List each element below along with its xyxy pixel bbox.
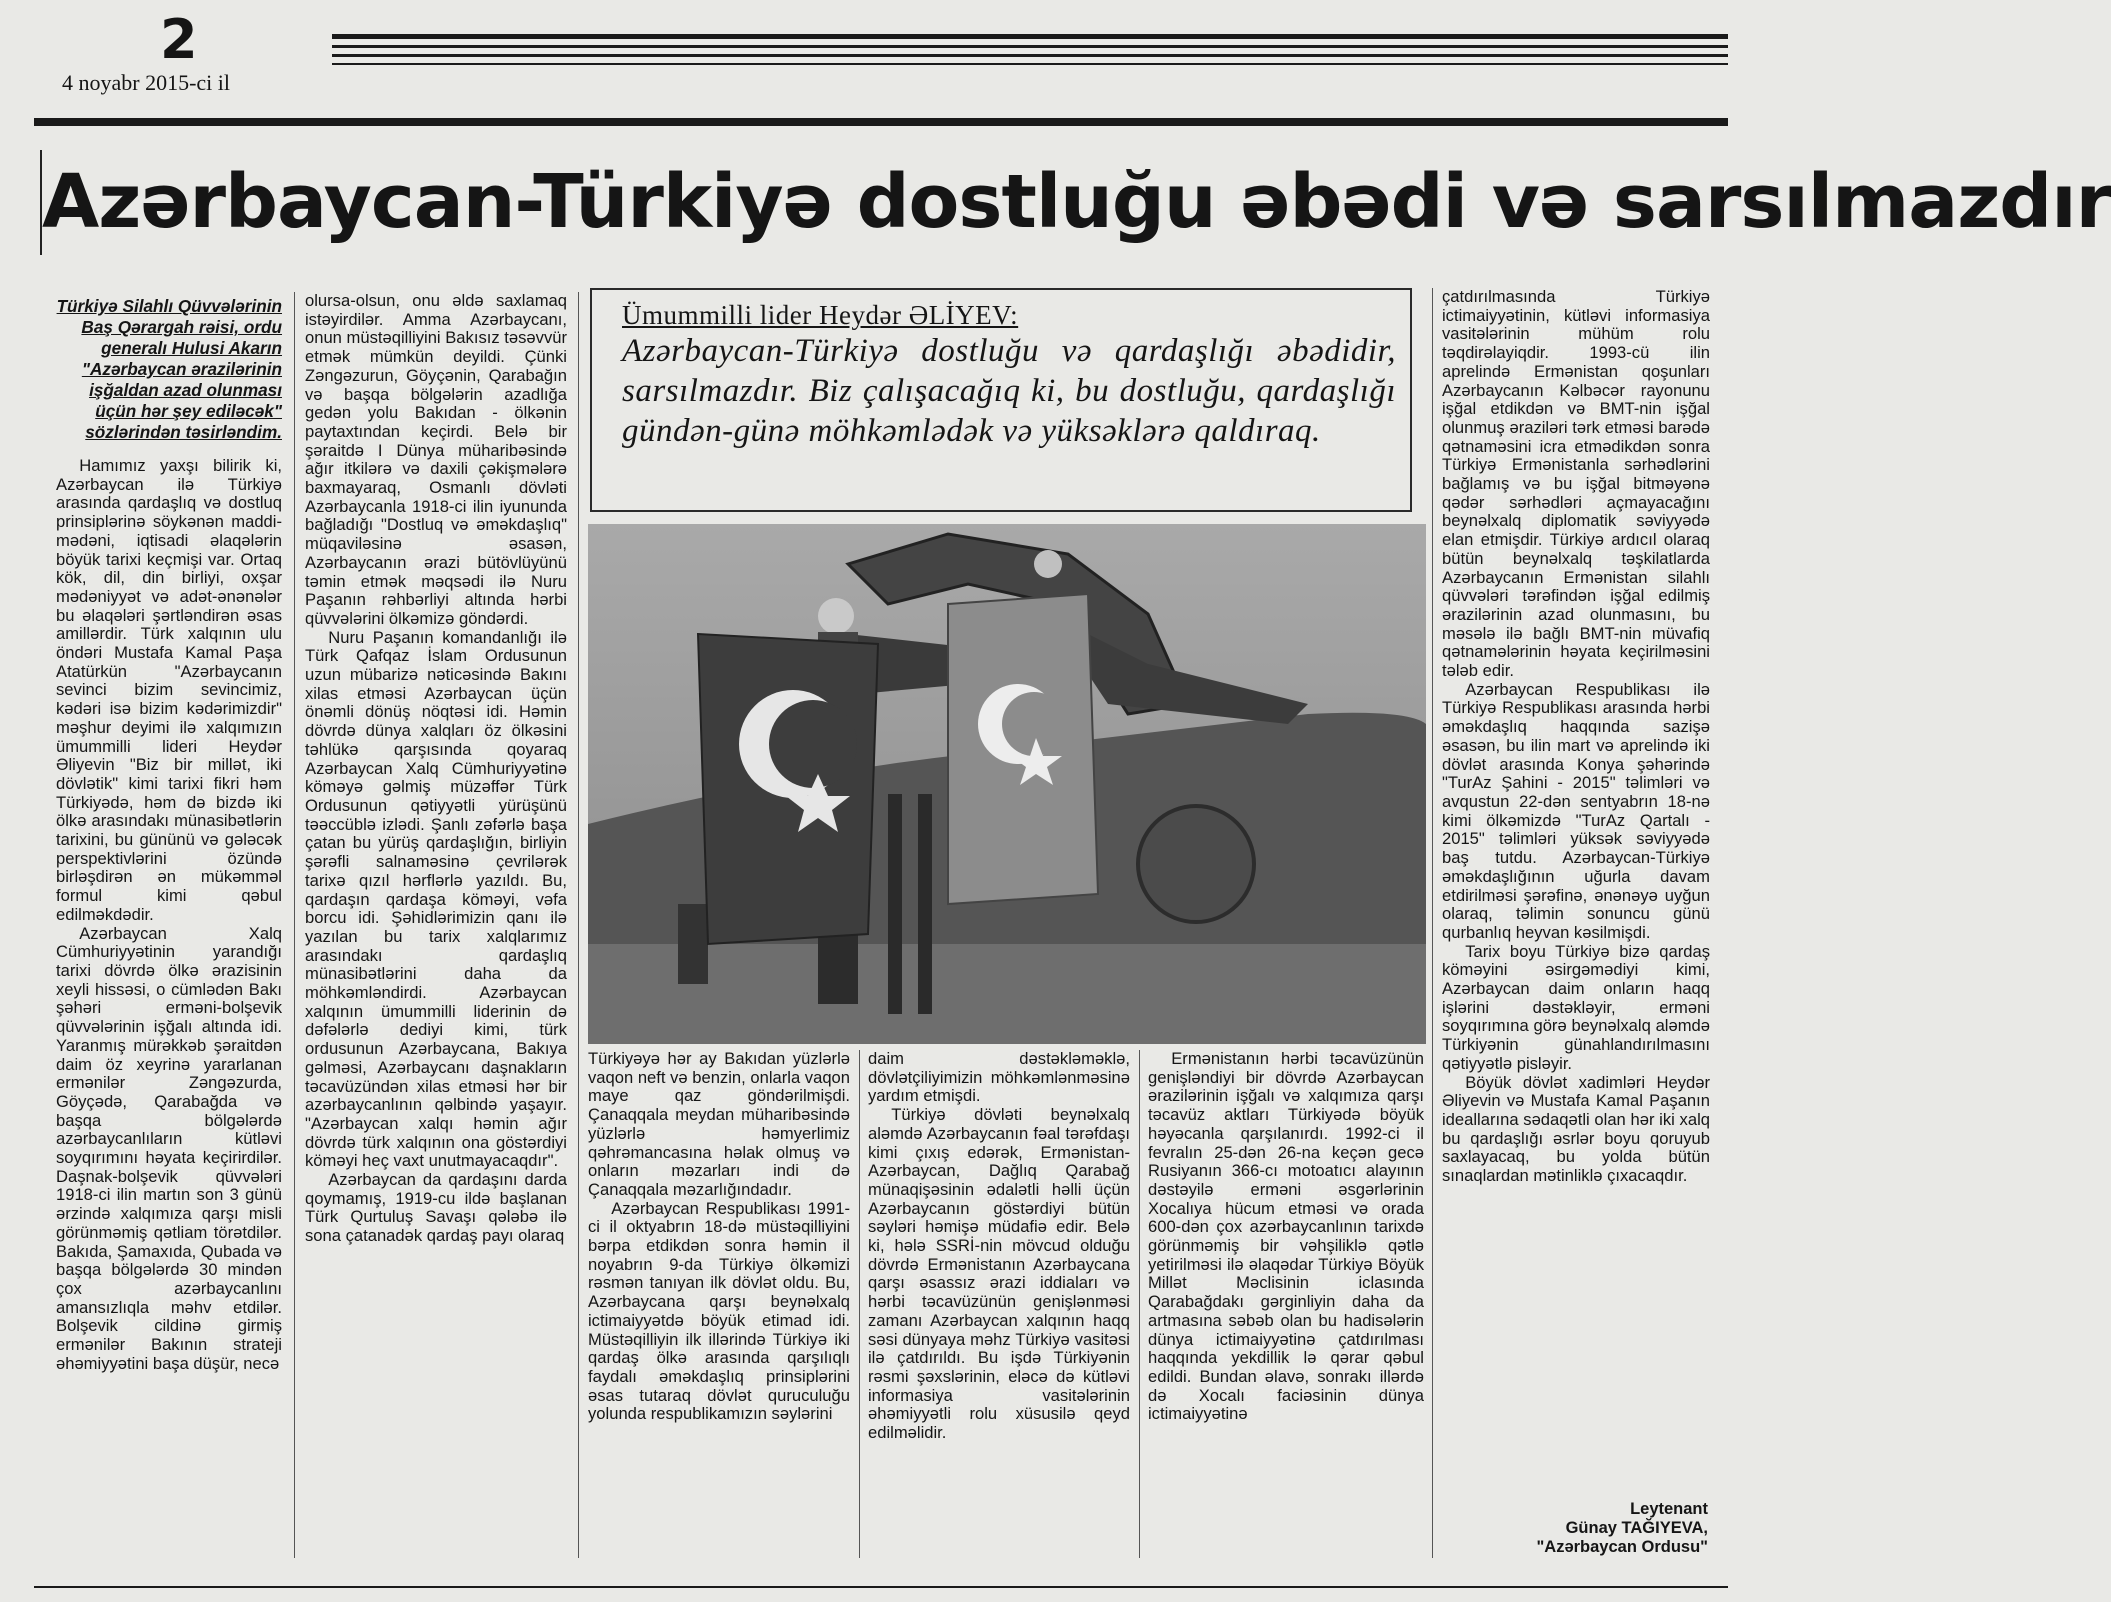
column-divider (1139, 1050, 1140, 1558)
quote-title: Ümummilli lider Heydər ƏLİYEV: (622, 300, 1019, 330)
masthead-rule-2 (332, 45, 1728, 48)
article-column-5 (1148, 1050, 1424, 1558)
quote-box (590, 288, 1412, 512)
column-divider (859, 1050, 860, 1558)
masthead-bottom-rule (34, 118, 1728, 126)
jet-with-two-turkish-flags-icon (588, 524, 1426, 1044)
article-column-4 (868, 1050, 1130, 1558)
article-column-6 (1442, 288, 1710, 1500)
masthead-rule-3 (332, 54, 1728, 57)
paragraph: daim dəstəkləməklə, dövlətçiliyimizin möhkəmlənməsinə yardım etmişdi. (868, 1049, 1130, 1106)
author-name: Günay TAĞIYEVA, (1565, 1519, 1708, 1537)
page-number: 2 (160, 8, 198, 71)
paragraph: Azərbaycan da qardaşını darda qoymamış, 1919-cu ildə başlanan Türk Qurtuluş Savaşı qələbə ilə sona çatanadək qardaş payı olaraq (305, 1170, 567, 1246)
article-lead: Türkiyə Silahlı Qüvvələrinin Baş Qərargah rəisi, ordu generalı Hulusi Akarın "Azərbaycan ərazilərinin işğaldan azad olunması üçün hər şey ediləcək" sözlərindən təsirləndim. (56, 296, 282, 442)
paragraph: Azərbaycan Respublikası ilə Türkiyə Respublikası arasında hərbi əməkdaşlıq haqqında sazişə əsasən, bu ilin mart və aprelində iki dövlət arasında Konya şəhərində "TurAz Şahini - 2015" təlimləri və avqustun 22-dən sentyabrın 18-nə kimi ölkəmizdə "TurAz Qartalı - 2015" təlimləri yüksək səviyyədə baş tutdu. Azərbaycan-Türkiyə əməkdaşlığının uğurla davam etdirilməsi şərəfinə, ənənəyə uyğun olaraq, təlimin sonuncu günü qurbanlıq heyvan kəsilmişdi. (1442, 679, 1710, 942)
paragraph: Böyük dövlət xadimləri Heydər Əliyevin və Mustafa Kamal Paşanın ideallarına sədaqətli olan hər iki xalq bu qardaşlığı əsrlər boyu qoruyub saxlayacaq, bu yolda bütün sınaqlardan mətinliklə çıxacaqdır. (1442, 1072, 1710, 1186)
column-divider (294, 292, 295, 1558)
paragraph: Tarix boyu Türkiyə bizə qardaş köməyini əsirgəmədiyi kimi, Azərbaycan daim onların haqq işlərini dəstəkləyir, erməni soyqırımına görə beynəlxalq aləmdə Türkiyənin günahlandırılmasını qətiyyətlə pisləyir. (1442, 941, 1710, 1073)
column-divider (1432, 288, 1433, 1558)
issue-date: 4 noyabr 2015-ci il (62, 70, 231, 95)
paragraph: Azərbaycan Respublikası 1991-ci il oktyabrın 18-də müstəqilliyini bərpa etdikdən sonra həmin il noyabrın 9-da Türkiyə ölkəmizi rəsmən tanıyan ilk dövlət oldu. Bu, Azərbaycana qarşı beynəlxalq ictimaiyyətdə böyük etimad idi. Müstəqilliyin ilk illərində Türkiyə iki qardaş ölkə arasında qarşılıqlı faydalı əməkdaşlıq prinsiplərini əsas tutaraq dövlət quruculuğu yolunda respublikamızın səylərini (588, 1198, 850, 1424)
paragraph: Nuru Paşanın komandanlığı ilə Türk Qafqaz İslam Ordusunun uzun mübarizə nəticəsində Bakını xilas etməsi Azərbaycan üçün önəmli dönüş nöqtəsi idi. Həmin dövrdə dünya xalqları öz ölkəsini təhlükə qarşısında qoyaraq Azərbaycan Xalq Cümhuriyyətinə köməyə gəlmiş müzəffər Türk Ordusunun qətiyyətli yürüşünü təəccüblə izlədi. Şanlı zəfərlə başa çatan bu yürüş qardaşlığın, birliyin şərəfli salnaməsinə çevrilərək tarixə qızıl hərflərlə yazıldı. Bu, qardaşın qardaşa köməyi, vəfa borcu idi. Şəhidlərimizin qanı ilə yazılan bu tarix xalqlarımız arasındakı qardaşlıq münasibətlərini daha da möhkəmləndirdi. Azərbaycan xalqının ümummilli liderinin də dəfələrlə dediyi kimi, türk ordusunun Azərbaycana, Bakıya gəlməsi, Azərbaycanı daşnakların təcavüzündən xilas etməsi hər bir azərbaycanlının qəlbində yaşayır. "Azərbaycan xalqı həmin ağır dövrdə türk xalqının ona göstərdiyi köməyi heç vaxt unutmayacaqdır". (305, 627, 567, 1171)
quote-text: Azərbaycan-Türkiyə dostluğu və qardaşlığı əbədidir, sarsılmazdır. Biz çalışacağıq ki, bu dostluğu, qardaşlığı gündən-günə möhkəmlədək və yüksəklərə qaldıraq. (622, 333, 1396, 449)
author-rank: Leytenant (1630, 1500, 1708, 1518)
article-column-1 (56, 296, 282, 1558)
paragraph: Türkiyəyə hər ay Bakıdan yüzlərlə vaqon neft və benzin, onlarla vaqon maye qaz göndərilmişdi. Çanaqqala meydan müharibəsində yüzlərlə həmyerlimiz qəhrəmancasına həlak olmuş və onların məzarları indi də Çanaqqala məzarlığındadır. (588, 1049, 850, 1199)
author-publication: "Azərbaycan Ordusu" (1536, 1538, 1708, 1556)
author-signature (1536, 1500, 1708, 1557)
article-photo (588, 524, 1426, 1044)
paragraph: olursa-olsun, onu əldə saxlamaq istəyirdilər. Amma Azərbaycanı, onun müstəqilliyini Bakısız təsəvvür etmək mümkün deyildi. Çünki Zəngəzurun, Göyçənin, Qarabağın və başqa bölgələrin azadlığa gedən yolu Bakıdan - ölkənin paytaxtından keçirdi. Belə bir şəraitdə I Dünya müharibəsində ağır itkilərə və daxili çəkişmələrə baxmayaraq, Osmanlı dövləti Azərbaycanla 1918-ci ilin iyununda bağladığı "Dostluq və əməkdaşlıq" müqaviləsinə əsasən, Azərbaycanın ərazi bütövlüyünü təmin etmək məqsədi ilə Nuru Paşanın rəhbərliyi altında hərbi qüvvələrini ölkəmizə göndərdi. (305, 291, 567, 628)
article-column-3 (588, 1050, 850, 1558)
article-headline: Azərbaycan-Türkiyə dostluğu əbədi və sarsılmazdır (40, 150, 1732, 255)
column-divider (578, 292, 579, 1558)
bottom-rule (34, 1586, 1728, 1588)
article-column-2 (305, 292, 567, 1558)
paragraph: Ermənistanın hərbi təcavüzünün genişləndiyi bir dövrdə Azərbaycan ərazilərinin işğalı və xalqımıza qarşı təcavüz aktları Türkiyədə böyük həyəcanla qarşılanırdı. 1992-ci il fevralın 25-dən 26-na keçən gecə Rusiyanın 366-cı motoatıcı alayının dəstəyilə erməni əsgərlərinin Xocalıya hücum etməsi və orada 600-dən çox azərbaycanlının tarixdə görünməmiş bir vəhşiliklə qətlə yetirilməsi ilə əlaqədar Türkiyə Böyük Millət Məclisinin iclasında Qarabağdakı gərginliyin daha da artmasına səbəb olan bu hadisələrin dünya ictimaiyyətinə çatdırılması haqqında yekdillik lə qərar qəbul edildi. Bundan əlavə, sonrakı illərdə də Xocalı faciəsinin dünya ictimaiyyətinə (1148, 1049, 1424, 1424)
paragraph: çatdırılmasında Türkiyə ictimaiyyətinin, kütləvi informasiya vasitələrinin mühüm rolu təqdirəlayiqdir. 1993-cü ilin aprelində Ermənistan qoşunları Azərbaycanın Kəlbəcər rayonunu işğal etdikdən və BMT-nin işğal olunmuş əraziləri tərk etməsi barədə qətnaməsini icra etmədikdən sonra Türkiyə Ermənistanla sərhədlərini bağlamış və bu işğal bitməyənə qədər sərhədləri açmayacağını beynəlxalq diplomatik səviyyədə elan etmişdir. Türkiyə ardıcıl olaraq bütün beynəlxalq təşkilatlarda Azərbaycanın Ermənistan silahlı qüvvələri tərəfindən işğal edilmiş ərazilərinin azad olunmasını, bu məsələ ilə bağlı BMT-nin müvafiq qətnamələrinin həyata keçirilməsini tələb edir. (1442, 287, 1710, 681)
paragraph: Türkiyə dövləti beynəlxalq aləmdə Azərbaycanın fəal tərəfdaşı kimi çıxış edərək, Ermənistan-Azərbaycan, Dağlıq Qarabağ münaqişəsinin ədalətli həlli üçün Azərbaycanın göstərdiyi bütün səyləri həmişə müdafiə edir. Belə ki, hələ SSRİ-nin mövcud olduğu dövrdə Ermənistanın Azərbaycana qarşı əsassız ərazi iddiaları və hərbi təcavüzünün genişlənməsi zamanı Azərbaycan xalqının haqq səsi dünyaya məhz Türkiyə vasitəsi ilə çatdırıldı. Bu işdə Türkiyənin rəsmi şəxslərinin, eləcə də kütləvi informasiya vasitələrinin əhəmiyyətli rolu xüsusilə qeyd edilməlidir. (868, 1105, 1130, 1443)
paragraph: Hamımız yaxşı bilirik ki, Azərbaycan ilə Türkiyə arasında qardaşlıq və dostluq prinsiplərinə söykənən maddi-mədəni, iqtisadi əlaqələrin böyük tarixi keçmişi var. Ortaq kök, dil, din birliyi, oxşar mədəniyyət və adət-ənənələr bu əlaqələri şərtləndirən əsas amillərdir. Türk xalqının ulu öndəri Mustafa Kamal Paşa Atatürkün "Azərbaycanın sevinci bizim sevincimiz, kədəri isə bizim kədərimizdir" məşhur deyimi ilə xalqımızın ümummilli lideri Heydər Əliyevin "Biz bir millət, iki dövlətik" kimi tarixi fikri həm Türkiyədə, həm də bizdə iki ölkə arasındakı münasibətlərin tarixini, bu gününü və gələcək perspektivlərini özündə birləşdirən ən mükəmməl formul kimi qəbul edilməkdədir. (56, 456, 282, 924)
masthead-rule-1 (332, 34, 1728, 39)
masthead-rule-4 (332, 63, 1728, 65)
paragraph: Azərbaycan Xalq Cümhuriyyətinin yarandığı tarixi dövrdə ölkə ərazisinin xeyli hissəsi, o cümlədən Bakı şəhəri erməni-bolşevik qüvvələrinin işğalı altında idi. Yaranmış mürəkkəb şəraitdən daim öz xeyrinə yararlanan ermənilər Zəngəzurda, Göyçədə, Qarabağda və başqa bölgələrdə azərbaycanlıların kütləvi soyqırımını həyata keçirirdilər. Daşnak-bolşevik qüvvələri 1918-ci ilin martın son 3 günü ərzində xalqımıza qarşı misli görünməmiş qətliam törətdilər. Bakıda, Şamaxıda, Qubada və başqa bölgələrdə 30 mindən çox azərbaycanlını amansızlıqla məhv etdilər. Bolşevik cildinə girmiş ermənilər Bakının strateji əhəmiyyətini başa düşür, necə (56, 923, 283, 1373)
